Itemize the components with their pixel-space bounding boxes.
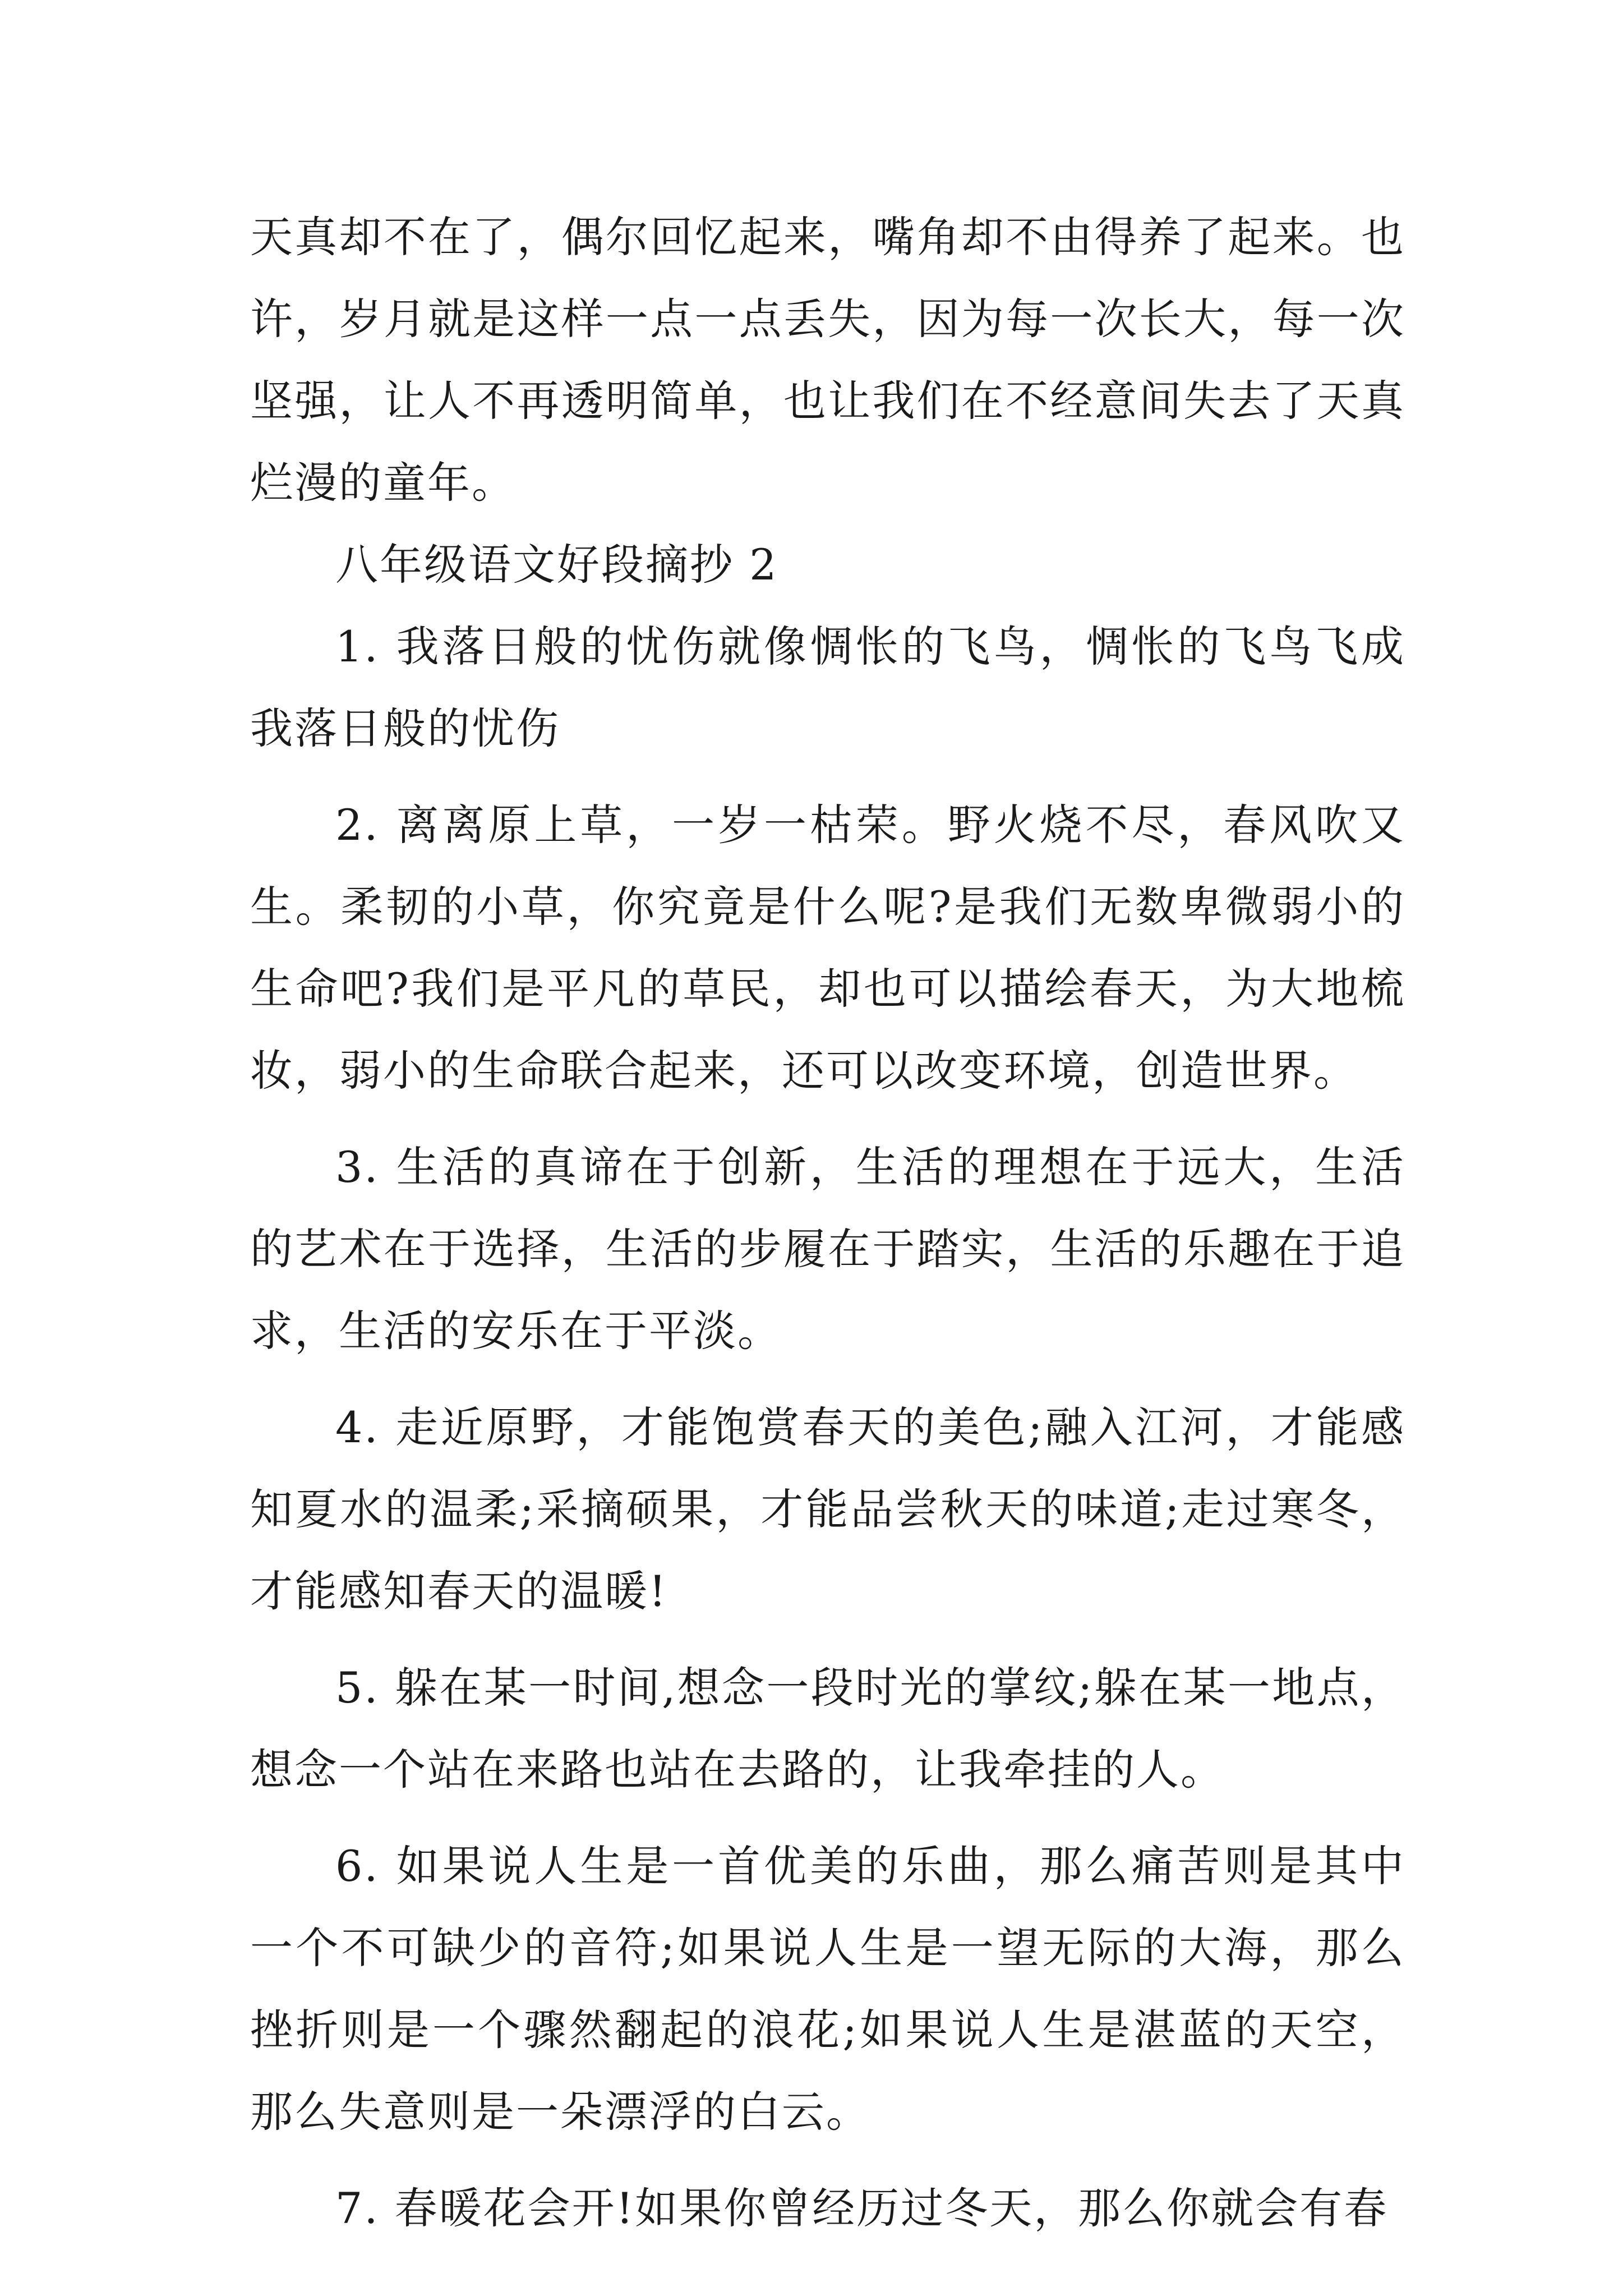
list-item: 4. 走近原野，才能饱赏春天的美色;融入江河，才能感知夏水的温柔;采摘硕果，才能品尝秋天的味道;走过寒冬，才能感知春天的温暖! [250,1402,1405,1616]
list-item: 2. 离离原上草，一岁一枯荣。野火烧不尽，春风吹又生。柔韧的小草，你究竟是什么呢?是我们无数卑微弱小的生命吧?我们是平凡的草民，却也可以描绘春天，为大地梳妆，弱小的生命联合起来，还可以改变环境，创造世界。 [250,800,1405,1096]
list-item: 5. 躲在某一时间,想念一段时光的掌纹;躲在某一地点，想念一个站在来路也站在去路的，让我牵挂的人。 [250,1663,1405,1795]
list-item: 7. 春暖花会开!如果你曾经历过冬天，那么你就会有春 [335,2183,1389,2233]
list-item: 3. 生活的真谛在于创新，生活的理想在于远大，生活的艺术在于选择，生活的步履在于踏实，生活的乐趣在于追求，生活的安乐在于平淡。 [250,1142,1405,1356]
section-heading: 八年级语文好段摘抄 2 [335,540,778,590]
list-item: 6. 如果说人生是一首优美的乐曲，那么痛苦则是其中一个不可缺少的音符;如果说人生是一望无际的大海，那么挫折则是一个骤然翻起的浪花;如果说人生是湛蓝的天空，那么失意则是一朵漂浮的白云。 [250,1841,1405,2137]
document-body [250,196,1405,2249]
continuation-paragraph: 天真却不在了，偶尔回忆起来，嘴角却不由得养了起来。也许，岁月就是这样一点一点丢失，因为每一次长大，每一次坚强，让人不再透明简单，也让我们在不经意间失去了天真烂漫的童年。 [250,212,1405,508]
list-item: 1. 我落日般的忧伤就像惆怅的飞鸟，惆怅的飞鸟飞成我落日般的忧伤 [250,622,1405,753]
